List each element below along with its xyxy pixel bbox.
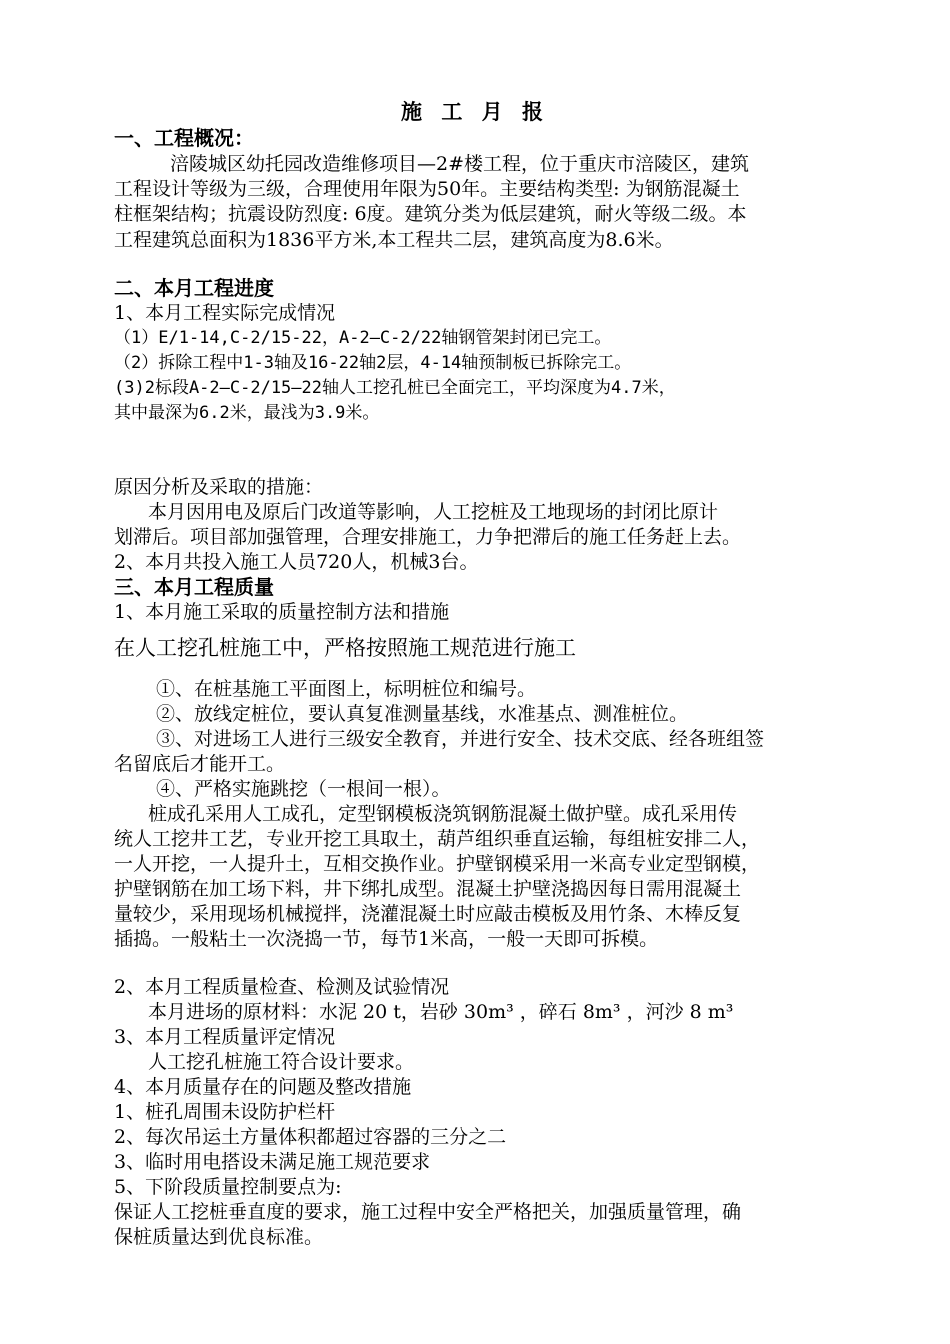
section-3-heading: 三、本月工程质量 bbox=[114, 575, 274, 599]
section-2-heading: 二、本月工程进度 bbox=[114, 276, 274, 300]
progress-item: （2）拆除工程中1-3轴及16-22轴2层，4-14轴预制板已拆除完工。 bbox=[114, 353, 632, 373]
progress-item: 其中最深为6.2米，最浅为3.9米。 bbox=[114, 403, 380, 423]
cause-line: 本月因用电及原后门改道等影响，人工挖桩及工地现场的封闭比原计 bbox=[148, 501, 719, 523]
method-paragraph-line: 量较少，采用现场机械搅拌，浇灌混凝土时应敲击模板及用竹条、木棒反复 bbox=[114, 903, 742, 925]
next-phase-line: 保证人工挖桩垂直度的要求，施工过程中安全严格把关，加强质量管理，确 bbox=[114, 1201, 742, 1223]
progress-subheading: 1、本月工程实际完成情况 bbox=[114, 302, 336, 324]
section-1-heading: 一、工程概况： bbox=[114, 126, 254, 150]
measure-item: ③、对进场工人进行三级安全教育，并进行安全、技术交底、经各班组签 bbox=[156, 728, 765, 750]
quality-subheading: 1、本月施工采取的质量控制方法和措施 bbox=[114, 601, 450, 623]
measure-item: ②、放线定桩位，要认真复准测量基线，水准基点、测准桩位。 bbox=[156, 703, 689, 725]
materials-line: 本月进场的原材料：水泥 20 t，岩砂 30m³ ，碎石 8m³ ，河沙 8 m³ bbox=[148, 1001, 734, 1023]
problem-item: 3、临时用电搭设未满足施工规范要求 bbox=[114, 1151, 431, 1173]
method-paragraph-line: 插捣。一般粘土一次浇捣一节，每节1米高，一般一天即可拆模。 bbox=[114, 928, 659, 950]
next-phase-subheading: 5、下阶段质量控制要点为: bbox=[114, 1176, 342, 1198]
overview-line: 涪陵城区幼托园改造维修项目—2#楼工程，位于重庆市涪陵区，建筑 bbox=[170, 153, 750, 175]
method-paragraph-line: 统人工挖井工艺，专业开挖工具取土，葫芦组织垂直运输，每组桩安排二人， bbox=[114, 828, 761, 850]
next-phase-line: 保桩质量达到优良标准。 bbox=[114, 1226, 324, 1248]
problem-item: 2、每次吊运土方量体积都超过容器的三分之二 bbox=[114, 1126, 507, 1148]
rating-subheading: 3、本月工程质量评定情况 bbox=[114, 1026, 336, 1048]
measure-item: ④、严格实施跳挖（一根间一根）。 bbox=[156, 778, 451, 800]
method-paragraph-line: 一人开挖，一人提升土，互相交换作业。护壁钢模采用一米高专业定型钢模， bbox=[114, 853, 761, 875]
cause-heading: 原因分析及采取的措施： bbox=[114, 476, 324, 498]
overview-line: 工程设计等级为三级，合理使用年限为50年。主要结构类型: 为钢筋混凝土 bbox=[114, 178, 740, 200]
measure-item: ①、在桩基施工平面图上，标明桩位和编号。 bbox=[156, 678, 537, 700]
problems-subheading: 4、本月质量存在的问题及整改措施 bbox=[114, 1076, 412, 1098]
method-paragraph-line: 桩成孔采用人工成孔，定型钢模板浇筑钢筋混凝土做护壁。成孔采用传 bbox=[148, 803, 738, 825]
inspection-subheading: 2、本月工程质量检查、检测及试验情况 bbox=[114, 976, 450, 998]
progress-item: (3)2标段A-2—C-2/15—22轴人工挖孔桩已全面完工，平均深度为4.7米， bbox=[114, 378, 676, 398]
rating-line: 人工挖孔桩施工符合设计要求。 bbox=[148, 1051, 415, 1073]
method-paragraph-line: 护壁钢筋在加工场下料，井下绑扎成型。混凝土护壁浇捣因每日需用混凝土 bbox=[114, 878, 742, 900]
cause-line: 划滞后。项目部加强管理，合理安排施工，力争把滞后的施工任务赶上去。 bbox=[114, 526, 742, 548]
page-title: 施 工 月 报 bbox=[401, 99, 549, 124]
progress-item: （1）E/1-14,C-2/15-22，A-2—C-2/22轴钢管架封闭已完工。 bbox=[114, 328, 612, 348]
workforce-line: 2、本月共投入施工人员720人，机械3台。 bbox=[114, 551, 479, 573]
overview-line: 柱框架结构；抗震设防烈度: 6度。建筑分类为低层建筑，耐火等级二级。本 bbox=[114, 203, 747, 225]
measure-item: 名留底后才能开工。 bbox=[114, 753, 286, 775]
quality-lead: 在人工挖孔桩施工中，严格按照施工规范进行施工 bbox=[114, 636, 576, 660]
problem-item: 1、桩孔周围未设防护栏杆 bbox=[114, 1101, 336, 1123]
overview-line: 工程建筑总面积为1836平方米,本工程共二层，建筑高度为8.6米。 bbox=[114, 229, 674, 251]
